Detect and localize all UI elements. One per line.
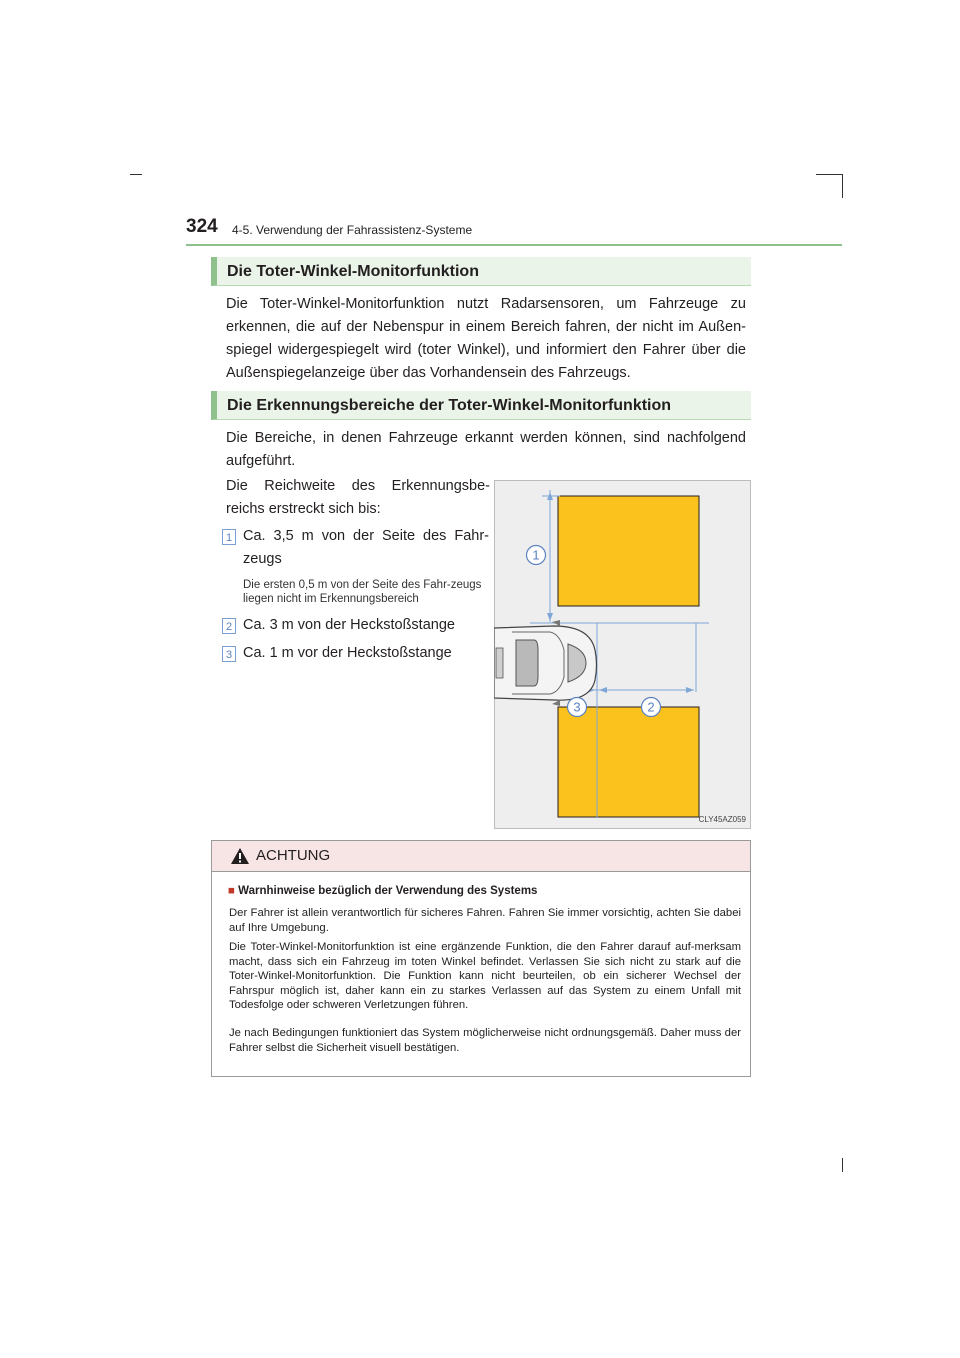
- diagram-label-2: [642, 698, 661, 717]
- warning-box: [211, 840, 751, 1077]
- crop-mark: [816, 174, 842, 175]
- section-intro: Die Bereiche, in denen Fahrzeuge erkannt werden können, sind nachfolgend aufgeführt.: [226, 430, 746, 469]
- square-bullet-icon: ■: [228, 885, 235, 897]
- detection-zone-rear: [558, 707, 699, 817]
- header-rule: [186, 244, 842, 246]
- range-item: Ca. 3,5 m von der Seite des Fahr-zeugs: [243, 528, 489, 567]
- range-item-note: Die ersten 0,5 m von der Seite des Fahr-zeugs liegen nicht im Erkennungsbereich: [243, 579, 482, 605]
- item-number-badge: 1: [222, 529, 236, 545]
- section-text: Die Toter-Winkel-Monitorfunktion nutzt Radarsensoren, um Fahrzeuge zu erkennen, die auf der Nebenspur in einem Bereich fahren, der nicht im Außen-spiegel widergespiegelt wird (toter Winkel), und informiert den Fahrer über die Außenspiegelanzeige über das Vorhandensein des Fahrzeugs.: [226, 296, 746, 381]
- section-heading: Die Erkennungsbereiche der Toter-Winkel-Monitorfunktion: [211, 391, 751, 420]
- range-intro: Die Reichweite des Erkennungsbe-reichs erstreckt sich bis:: [226, 478, 490, 517]
- chapter-title: 4-5. Verwendung der Fahrassistenz-Systeme: [232, 223, 473, 237]
- warning-paragraph: Die Toter-Winkel-Monitorfunktion ist eine ergänzende Funktion, die den Fahrer darauf auf-merksam macht, dass sich ein Fahrzeug im toten Winkel befindet. Verlassen Sie sich nicht zu stark auf die Toter-Winkel-Monitorfunktion. Die Funktion kann nicht beurteilen, ob ein sicherer Wechsel der Fahrspur möglich ist, daher kann ein zu starkes Verlassen auf das System zu einem Unfall mit Todesfolge oder schweren Verletzungen führen.: [229, 941, 741, 1011]
- section-heading: Die Toter-Winkel-Monitorfunktion: [211, 257, 751, 286]
- diagram-label-text: 3: [573, 699, 581, 715]
- diagram-label-text: 2: [647, 699, 655, 715]
- warning-title: ACHTUNG: [256, 847, 331, 864]
- crop-mark: [130, 174, 142, 175]
- range-item: Ca. 1 m vor der Heckstoßstange: [243, 645, 452, 661]
- crop-mark: [842, 174, 843, 198]
- detection-area-diagram: [494, 480, 751, 829]
- diagram-code: CLY45AZ059: [698, 815, 746, 824]
- item-number-badge: 2: [222, 618, 236, 634]
- warning-paragraph: Je nach Bedingungen funktioniert das System möglicherweise nicht ordnungsgemäß. Daher muss der Fahrer selbst die Sicherheit visuell bestätigen.: [229, 1027, 741, 1054]
- warning-triangle-icon: [230, 847, 250, 865]
- detection-zone-front: [558, 496, 699, 606]
- item-number-badge: 3: [222, 646, 236, 662]
- car-top-view: [494, 620, 597, 706]
- crop-mark: [842, 1158, 843, 1172]
- diagram-label-3: [568, 698, 587, 717]
- warning-header: [212, 841, 750, 872]
- diagram-label-text: 1: [532, 547, 540, 563]
- diagram-label-1: [527, 546, 546, 565]
- warning-item-title: [228, 885, 537, 897]
- page-number: 324: [186, 216, 218, 237]
- range-item: Ca. 3 m von der Heckstoßstange: [243, 617, 455, 633]
- warning-item-title-text: Warnhinweise bezüglich der Verwendung des Systems: [238, 885, 538, 897]
- warning-paragraph: Der Fahrer ist allein verantwortlich für sicheres Fahren. Fahren Sie immer vorsichtig, achten Sie dabei auf Ihre Umgebung.: [229, 907, 741, 934]
